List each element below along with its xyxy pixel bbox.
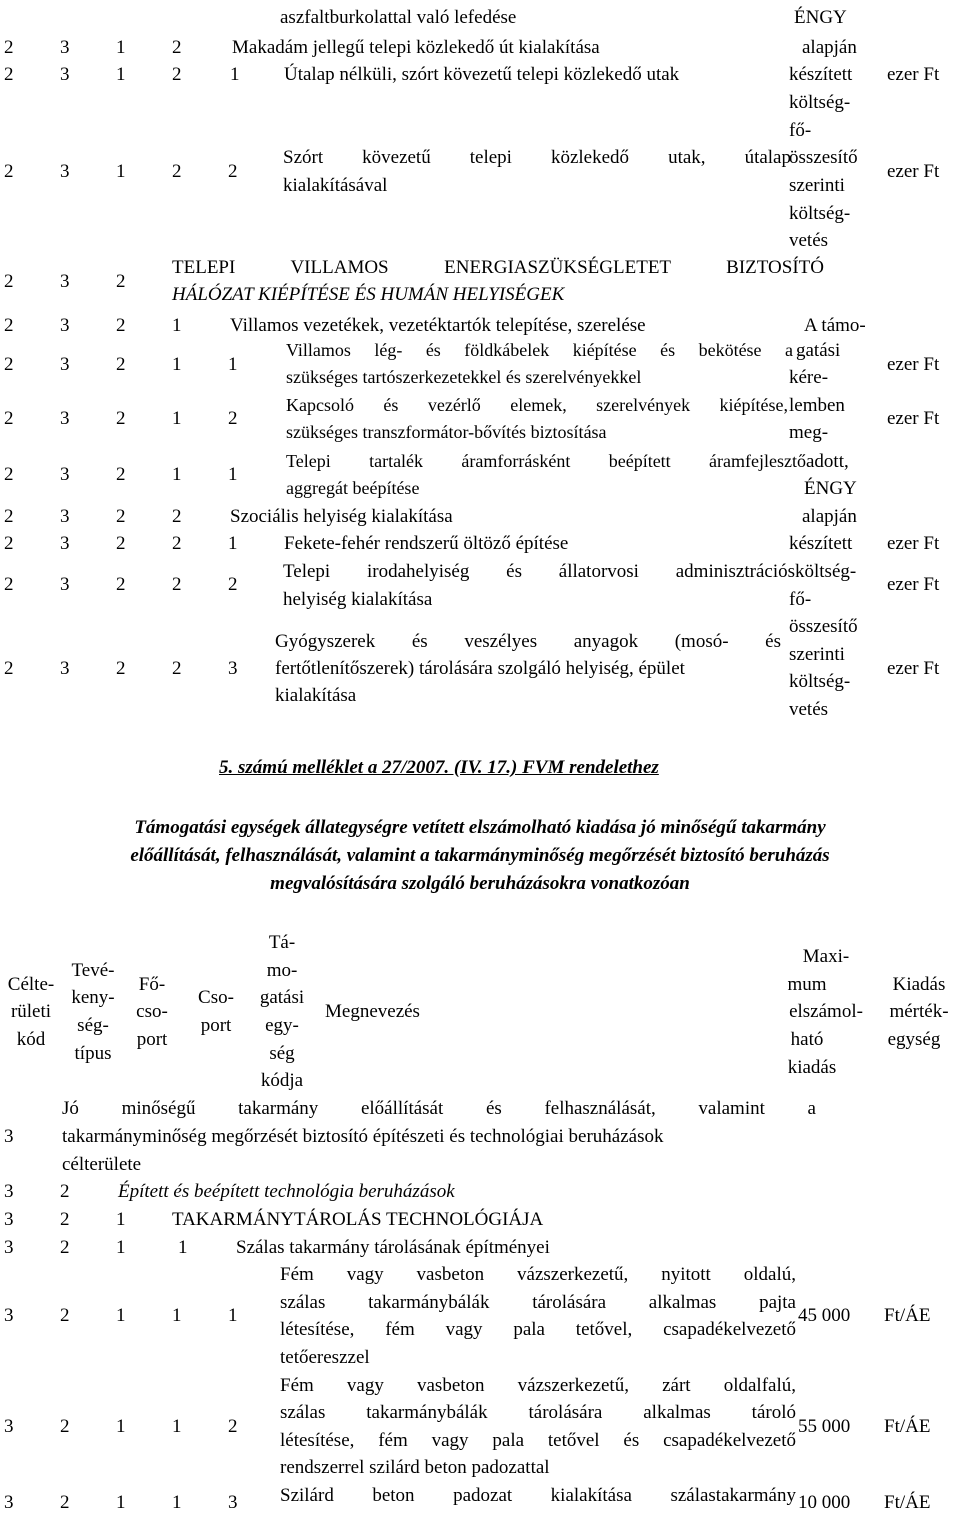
code-digit: 3 [60, 161, 70, 182]
cost-basis-word: A támo- [804, 315, 866, 336]
code-digit: 3 [60, 64, 70, 85]
header-word: ség [269, 1043, 295, 1064]
code-digit: 1 [172, 354, 182, 375]
code-digit: 3 [4, 1126, 14, 1147]
row-text: Szálas takarmány tárolásának építményei [236, 1237, 550, 1258]
cost-basis-word: alapján [802, 37, 857, 58]
header-word: Kiadás [892, 974, 946, 995]
code-digit: 3 [60, 354, 70, 375]
row-text: kialakításával [283, 175, 388, 196]
code-digit: 3 [228, 1492, 238, 1513]
row-text: TAKARMÁNYTÁROLÁS TECHNOLÓGIÁJA [172, 1209, 544, 1230]
row-text: kialakítása [275, 685, 357, 706]
row-text: Szórt kövezetű telepi közlekedő utak, útalap [283, 147, 791, 168]
code-digit: 2 [172, 64, 182, 85]
row-text: szükséges tartószerkezetekkel és szerelvényekkel [286, 367, 642, 387]
code-digit: 3 [4, 1416, 14, 1437]
cost-basis-word: költség- [789, 671, 851, 692]
unit-cell: Ft/ÁE [884, 1416, 931, 1437]
code-digit: 2 [60, 1416, 70, 1437]
unit-cell: ezer Ft [887, 658, 940, 679]
row-text: Fekete-fehér rendszerű öltöző építése [284, 533, 569, 554]
cost-basis-word: költség- [789, 203, 851, 224]
header-word: Tá- [268, 932, 296, 953]
code-digit: 1 [116, 1237, 126, 1258]
cost-basis-word: ÉNGY [804, 478, 857, 499]
row-text: szükséges transzformátor-bővítés biztosítása [286, 422, 607, 442]
cost-basis-word: ÉNGY [794, 7, 847, 28]
cost-basis-word: fő- [789, 589, 812, 610]
code-digit: 1 [116, 37, 126, 58]
heading-line: megvalósítására szolgáló beruházásokra vonatkozóan [270, 873, 690, 894]
row-text: szálas takarmánybálák tárolására alkalmas tároló [280, 1402, 796, 1423]
unit-cell: ezer Ft [887, 354, 940, 375]
header-word: cso- [136, 1001, 168, 1022]
row-text: Villamos vezetékek, vezetéktartók telepítése, szerelése [230, 315, 646, 336]
code-digit: 1 [228, 354, 238, 375]
code-digit: 3 [60, 658, 70, 679]
code-digit: 2 [4, 64, 14, 85]
code-digit: 1 [172, 1305, 182, 1326]
code-digit: 1 [172, 315, 182, 336]
code-digit: 1 [230, 64, 240, 85]
code-digit: 2 [4, 315, 14, 336]
code-digit: 3 [4, 1181, 14, 1202]
annex-title: 5. számú melléklet a 27/2007. (IV. 17.) FVM rendelethez [219, 757, 659, 778]
code-digit: 2 [4, 408, 14, 429]
unit-cell: ezer Ft [887, 161, 940, 182]
unit-cell: ezer Ft [887, 574, 940, 595]
unit-cell: ezer Ft [887, 64, 940, 85]
cost-basis-word: készített [789, 64, 853, 85]
header-word: keny- [71, 987, 115, 1008]
code-digit: 2 [4, 161, 14, 182]
code-digit: 3 [4, 1492, 14, 1513]
header-word: kód [16, 1029, 46, 1050]
code-digit: 2 [172, 658, 182, 679]
code-digit: 3 [4, 1305, 14, 1326]
header-word: Fő- [138, 974, 166, 995]
row-text: Jó minőségű takarmány előállítását és felhasználását, valamint a [62, 1098, 816, 1119]
row-text: Makadám jellegű telepi közlekedő út kialakítása [232, 37, 600, 58]
header-word: kiadás [787, 1057, 837, 1078]
code-digit: 1 [228, 464, 238, 485]
cost-basis-word: fő- [789, 120, 812, 141]
code-digit: 3 [60, 37, 70, 58]
row-text: szálas takarmánybálák tárolására alkalmas pajta [280, 1292, 796, 1313]
code-digit: 2 [60, 1209, 70, 1230]
code-digit: 1 [178, 1237, 188, 1258]
code-digit: 3 [4, 1209, 14, 1230]
code-digit: 2 [4, 271, 14, 292]
code-digit: 3 [228, 658, 238, 679]
cost-basis-word: alapján [802, 506, 857, 527]
cost-basis-word: adott, [806, 451, 849, 472]
header-word: Cso- [198, 987, 234, 1008]
code-digit: 1 [172, 1416, 182, 1437]
row-text: aszfaltburkolattal való lefedése [280, 7, 517, 28]
code-digit: 1 [116, 161, 126, 182]
code-digit: 2 [228, 161, 238, 182]
code-digit: 2 [116, 506, 126, 527]
code-digit: 2 [60, 1492, 70, 1513]
header-word: mum [787, 974, 827, 995]
header-word: port [200, 1015, 232, 1036]
code-digit: 3 [60, 408, 70, 429]
cost-basis-word: meg- [789, 422, 829, 443]
row-text: Telepi irodahelyiség és állatorvosi adminisztrációs [283, 561, 795, 582]
header-word: gatási [259, 987, 305, 1008]
cost-basis-word: szerinti [789, 175, 845, 196]
code-digit: 2 [172, 533, 182, 554]
header-word: Maxi- [802, 946, 850, 967]
code-digit: 2 [116, 271, 126, 292]
header-word: mo- [266, 960, 298, 981]
row-text: takarmányminőség megőrzését biztosító építészeti és technológiai beruházások [62, 1126, 664, 1147]
code-digit: 2 [60, 1237, 70, 1258]
header-word: Tevé- [71, 960, 115, 981]
section-heading: HÁLÓZAT KIÉPÍTÉSE ÉS HUMÁN HELYISÉGEK [172, 284, 565, 305]
code-digit: 2 [172, 37, 182, 58]
code-digit: 1 [116, 1416, 126, 1437]
code-digit: 1 [116, 1305, 126, 1326]
code-digit: 3 [4, 1237, 14, 1258]
code-digit: 2 [116, 533, 126, 554]
row-text: létesítése, fém vagy pala tetővel, csapadékelvezető [280, 1319, 796, 1340]
code-digit: 3 [60, 533, 70, 554]
header-word: ség- [77, 1015, 109, 1036]
row-text: aggregát beépítése [286, 478, 420, 498]
code-digit: 1 [172, 464, 182, 485]
row-text: célterülete [62, 1154, 142, 1175]
code-digit: 2 [116, 315, 126, 336]
row-text: fertőtlenítőszerek) tárolására szolgáló helyiség, épület [275, 658, 685, 679]
code-digit: 2 [4, 658, 14, 679]
code-digit: 1 [228, 533, 238, 554]
header-word: elszámol- [789, 1001, 863, 1022]
code-digit: 2 [116, 464, 126, 485]
header-word: típus [74, 1043, 112, 1064]
row-text: Kapcsoló és vezérlő elemek, szerelvények kiépítése, [286, 395, 788, 415]
header-word: egy- [265, 1015, 299, 1036]
row-text: helyiség kialakítása [283, 589, 433, 610]
code-digit: 2 [4, 533, 14, 554]
code-digit: 2 [116, 354, 126, 375]
code-digit: 2 [228, 408, 238, 429]
amount-cell: 10 000 [798, 1492, 851, 1513]
cost-basis-word: szerinti [789, 644, 845, 665]
code-digit: 3 [60, 315, 70, 336]
row-text: tetőereszzel [280, 1347, 370, 1368]
header-word: kódja [260, 1070, 304, 1091]
code-digit: 1 [172, 408, 182, 429]
code-digit: 1 [116, 1492, 126, 1513]
row-text: Szilárd beton padozat kialakítása szálastakarmány [280, 1485, 796, 1506]
header-word: egység [887, 1029, 941, 1050]
row-text: Fém vagy vasbeton vázszerkezetű, zárt oldalfalú, [280, 1375, 796, 1396]
code-digit: 1 [172, 1492, 182, 1513]
code-digit: 1 [116, 1209, 126, 1230]
cost-basis-word: összesítő [789, 616, 858, 637]
unit-cell: ezer Ft [887, 533, 940, 554]
cost-basis-word: összesítő [789, 147, 858, 168]
heading-line: Támogatási egységek állategységre vetített elszámolható kiadása jó minőségű takarmány [134, 817, 826, 838]
row-text: létesítése, fém vagy pala tetővel és csapadékelvezető [280, 1430, 796, 1451]
row-text: Útalap nélküli, szórt kövezetű telepi közlekedő utak [284, 64, 680, 85]
code-digit: 2 [60, 1181, 70, 1202]
header-word: port [136, 1029, 168, 1050]
code-digit: 2 [172, 574, 182, 595]
header-megnevezes: Megnevezés [325, 1001, 420, 1022]
code-digit: 3 [60, 574, 70, 595]
code-digit: 1 [116, 64, 126, 85]
cost-basis-word: vetés [789, 699, 829, 720]
unit-cell: Ft/ÁE [884, 1305, 931, 1326]
row-text: Fém vagy vasbeton vázszerkezetű, nyitott oldalú, [280, 1264, 796, 1285]
code-digit: 3 [60, 271, 70, 292]
code-digit: 2 [4, 354, 14, 375]
code-digit: 2 [60, 1305, 70, 1326]
code-digit: 2 [4, 506, 14, 527]
heading-line: előállítását, felhasználását, valamint a takarmányminőség megőrzését biztosító beruházás [130, 845, 830, 866]
section-heading: TELEPI VILLAMOS ENERGIASZÜKSÉGLETET BIZTOSÍTÓ [172, 257, 824, 278]
cost-basis-word: készített [789, 533, 853, 554]
code-digit: 2 [116, 408, 126, 429]
row-text: Villamos lég- és földkábelek kiépítése és bekötése a [286, 340, 793, 360]
header-word: ható [790, 1029, 824, 1050]
code-digit: 3 [60, 464, 70, 485]
code-digit: 2 [116, 574, 126, 595]
code-digit: 2 [4, 37, 14, 58]
unit-cell: Ft/ÁE [884, 1492, 931, 1513]
code-digit: 2 [172, 506, 182, 527]
code-digit: 2 [4, 574, 14, 595]
unit-cell: ezer Ft [887, 408, 940, 429]
amount-cell: 45 000 [798, 1305, 851, 1326]
row-text: Szociális helyiség kialakítása [230, 506, 453, 527]
code-digit: 3 [60, 506, 70, 527]
cost-basis-word: költség- [795, 561, 857, 582]
header-word: Célte- [7, 974, 55, 995]
code-digit: 2 [116, 658, 126, 679]
amount-cell: 55 000 [798, 1416, 851, 1437]
code-digit: 2 [4, 464, 14, 485]
row-text: Telepi tartalék áramforrásként beépített áramfejlesztő [286, 451, 806, 471]
header-word: mérték- [889, 1001, 949, 1022]
row-text: rendszerrel szilárd beton padozattal [280, 1457, 550, 1478]
cost-basis-word: költség- [789, 92, 851, 113]
header-word: rületi [10, 1001, 52, 1022]
cost-basis-word: vetés [789, 230, 829, 251]
cost-basis-word: kére- [789, 367, 829, 388]
row-text: Gyógyszerek és veszélyes anyagok (mosó- és [275, 631, 781, 652]
code-digit: 2 [228, 574, 238, 595]
cost-basis-word: gatási [796, 340, 841, 361]
cost-basis-word: lemben [789, 395, 845, 416]
code-digit: 1 [228, 1305, 238, 1326]
code-digit: 2 [172, 161, 182, 182]
code-digit: 2 [228, 1416, 238, 1437]
row-text: Épített és beépített technológia beruházások [118, 1181, 455, 1202]
